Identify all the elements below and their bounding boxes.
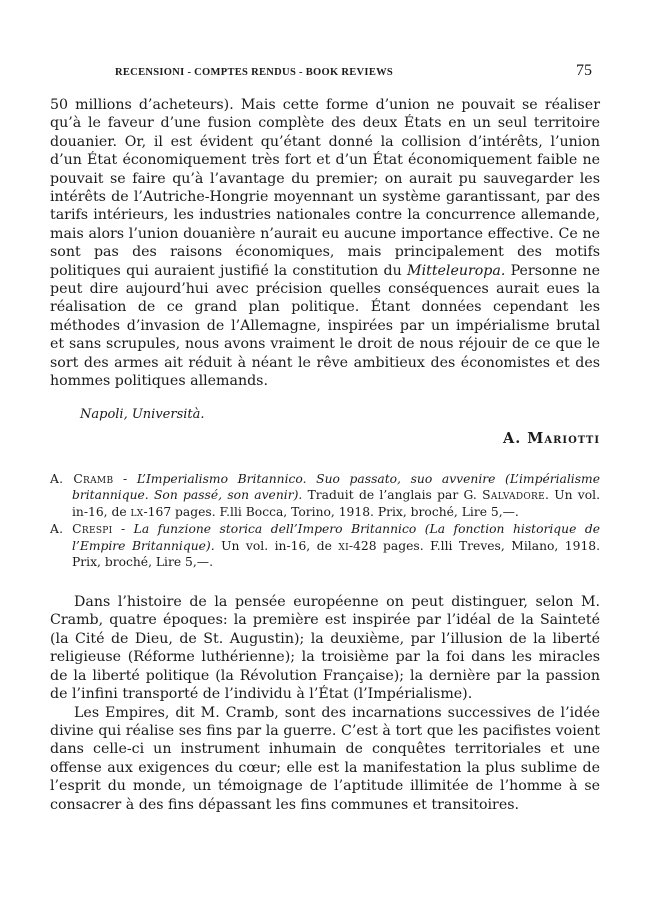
reference-translator: Salvadore xyxy=(482,488,546,503)
reference-dash: - xyxy=(113,471,137,486)
reference-details-after: -428 pages. F.lli Treves, Milano, 1918. Prix, broché, Lire 5,—. xyxy=(72,538,601,570)
page xyxy=(50,62,600,814)
paragraph-text-cont: Personne ne peut dire aujourd’hui avec précision quelles conséquences aurait eues la réalisation de ce grand plan politique. Étant données cependant les méthodes d’invasion de l’Allemagne, inspirées par un impérialisme brutal et sans scrupules, nous avons vraiment le droit de nous réjouir de ce que le sort des armes ait réduit à néant le rêve ambitieux des économistes et des hommes politiques allemands. xyxy=(50,262,600,390)
signature-author: A. Mariotti xyxy=(502,429,600,447)
body-paragraph: Les Empires, dit M. Cramb, sont des incarnations successives de l’idée divine qui réalise ses fins par la guerre. C’est à tort que les pacifistes voient dans celle-ci un instrument inhumain de conquêtes territoriales et une offense aux exigences du cœur; elle est la manifestation la plus sublime de l’esprit du monde, un témoignage de l’aptitude illimitée de l’homme à se consacrer à des fins dépassant les fins communes et transitoires. xyxy=(50,704,600,813)
reference-entry xyxy=(50,471,600,521)
reference-title: L’Imperialismo Britannico. Suo passato, suo avvenire (L’impérialisme britannique. Son passé, son avenir). xyxy=(72,471,600,503)
reference-title: La funzione storica dell’Impero Britannico (La fonction historique de l’Empire Britannique). xyxy=(72,522,600,553)
reference-pages-roman: lx xyxy=(130,504,144,519)
review-start xyxy=(50,593,600,814)
reference-details-before: . Un vol. in-16, de xyxy=(72,488,600,519)
paragraph-text: 50 millions d’acheteurs). Mais cette forme d’union ne pouvait se réaliser qu’à le faveur d’une fusion complète des deux États en un seul territoire douanier. Or, il est évident qu’étant donné la collision d’intérêts, l’union d’un État économiquement très fort et d’un État économiquement faible ne pouvait se faire qu’à l’avantage du premier; on aurait pu sauvegarder les intérêts de l’Autriche-Hongrie moyennant un système garantissant, par des tarifs intérieurs, les industries nationales contre la concurrence allemande, mais alors l’union douanière n’aurait eu aucune importance effective. Ce ne sont pas des raisons économiques, mais principalement des motifs politiques qui auraient justifié la constitution du xyxy=(50,97,600,279)
reference-dash: - xyxy=(112,522,134,537)
reference-mid: Traduit de l’anglais par G. xyxy=(302,488,483,503)
signature-place: Napoli, Università. xyxy=(80,406,205,422)
reference-pages-roman: xi xyxy=(338,538,349,553)
running-head xyxy=(50,62,600,80)
review-end-paragraph xyxy=(50,96,600,391)
page-number: 75 xyxy=(576,62,592,79)
running-head-title: RECENSIONI - COMPTES RENDUS - BOOK REVIEWS xyxy=(115,67,394,78)
reference-entry xyxy=(50,521,600,571)
italic-term: Mitteleuropa. xyxy=(407,262,506,279)
body-paragraph: Dans l’histoire de la pensée européenne on peut distinguer, selon M. Cramb, quatre époques: la première est inspirée par l’idéal de la Sainteté (la Cité de Dieu, de St. Augustin); la deuxième, par l’illusion de la liberté religieuse (Réforme luthérienne); la troisième par la foi dans les miracles de la liberté politique (la Révolution Française); la dernière par la passion de l’infini transporté de l’individu à l’État (l’Impérialisme). xyxy=(50,594,600,703)
bibliographic-references xyxy=(50,471,600,572)
reference-author: A. Crespi xyxy=(50,522,113,537)
reference-details-after: -167 pages. F.lli Bocca, Torino, 1918. Prix, broché, Lire 5,—. xyxy=(143,504,519,519)
reference-details-before: Un vol. in-16, de xyxy=(214,538,339,553)
reference-author: A. Cramb xyxy=(50,471,114,486)
